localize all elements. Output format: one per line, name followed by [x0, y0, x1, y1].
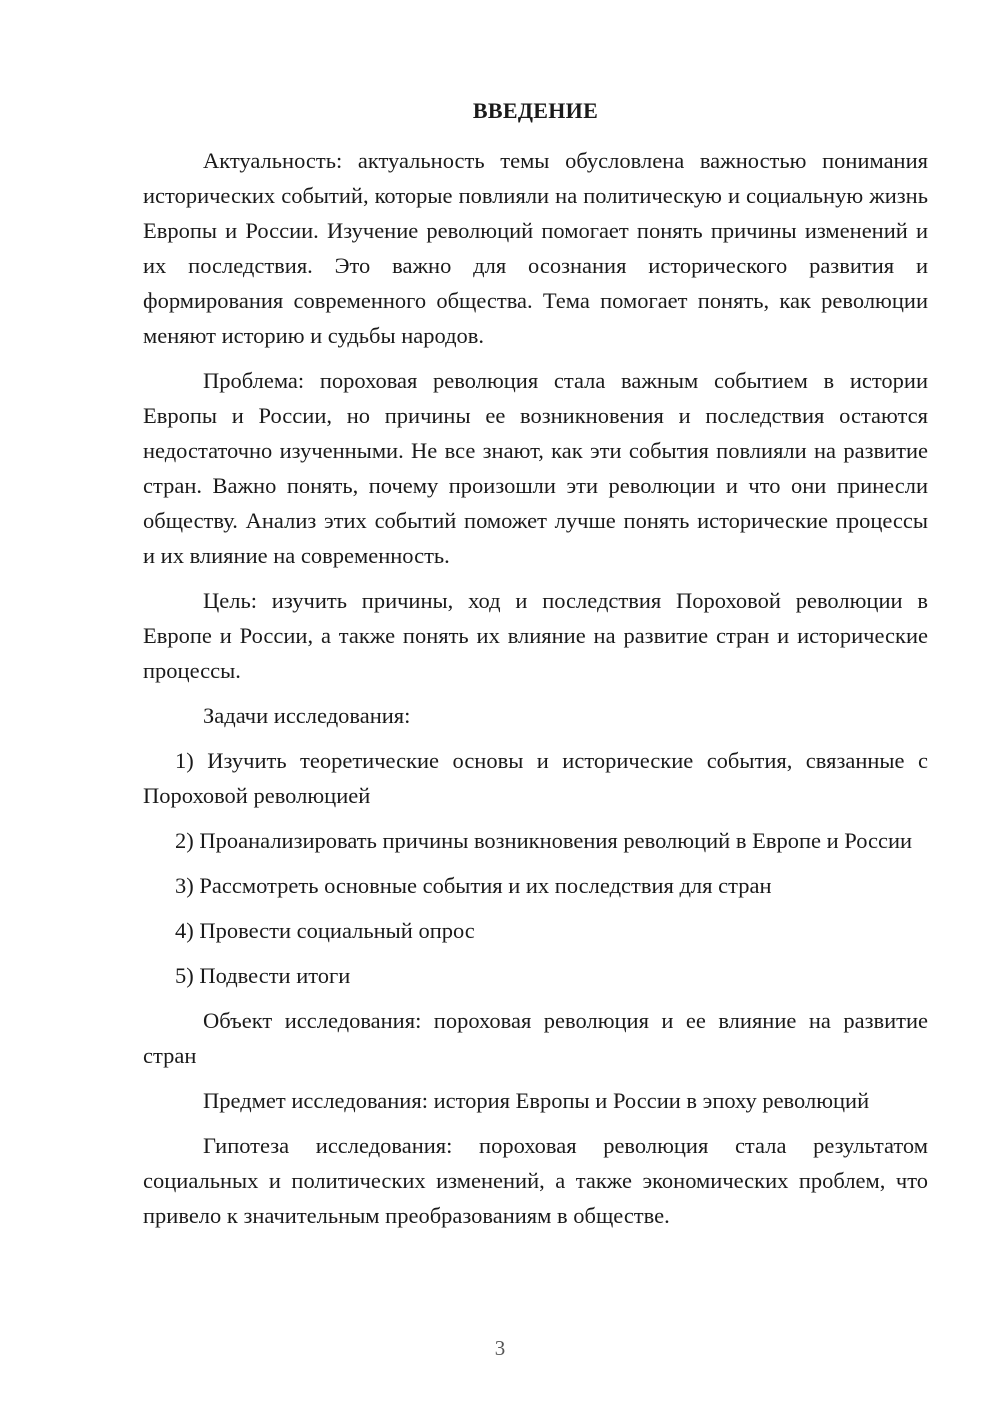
tasks-heading: Задачи исследования:	[203, 703, 411, 728]
object-paragraph: Объект исследования: пороховая революция и ее влияние на развитие стран	[143, 1008, 928, 1068]
goal-paragraph: Цель: изучить причины, ход и последствия Пороховой революции в Европе и России, а также понять их влияние на развитие стран и исторические процессы.	[143, 588, 928, 683]
task-item: 4) Провести социальный опрос	[175, 918, 475, 943]
task-item: 3) Рассмотреть основные события и их последствия для стран	[175, 873, 772, 898]
task-item: 5) Подвести итоги	[175, 963, 351, 988]
subject-paragraph: Предмет исследования: история Европы и России в эпоху революций	[203, 1088, 870, 1113]
page-number: 3	[494, 1336, 506, 1360]
hypothesis-paragraph: Гипотеза исследования: пороховая революция стала результатом социальных и политических изменений, а также экономических проблем, что привело к значительным преобразованиям в обществе.	[143, 1133, 928, 1228]
task-item: 2) Проанализировать причины возникновения революций в Европе и России	[175, 828, 913, 853]
problem-paragraph: Проблема: пороховая революция стала важным событием в истории Европы и России, но причины ее возникновения и последствия остаются недостаточно изученными. Не все знают, как эти события повлияли на развитие стран. Важно понять, почему произошли эти революции и что они принесли обществу. Анализ этих событий поможет лучше понять исторические процессы и их влияние на современность.	[143, 368, 928, 568]
section-title: ВВЕДЕНИЕ	[472, 98, 599, 123]
task-item: 1) Изучить теоретические основы и исторические события, связанные с Пороховой революцией	[143, 748, 928, 808]
document-page	[143, 96, 928, 1243]
relevance-paragraph: Актуальность: актуальность темы обусловлена важностью понимания исторических событий, которые повлияли на политическую и социальную жизнь Европы и России. Изучение революций помогает понять причины изменений и их последствия. Это важно для осознания исторического развития и формирования современного общества. Тема помогает понять, как революции меняют историю и судьбы народов.	[143, 148, 928, 348]
